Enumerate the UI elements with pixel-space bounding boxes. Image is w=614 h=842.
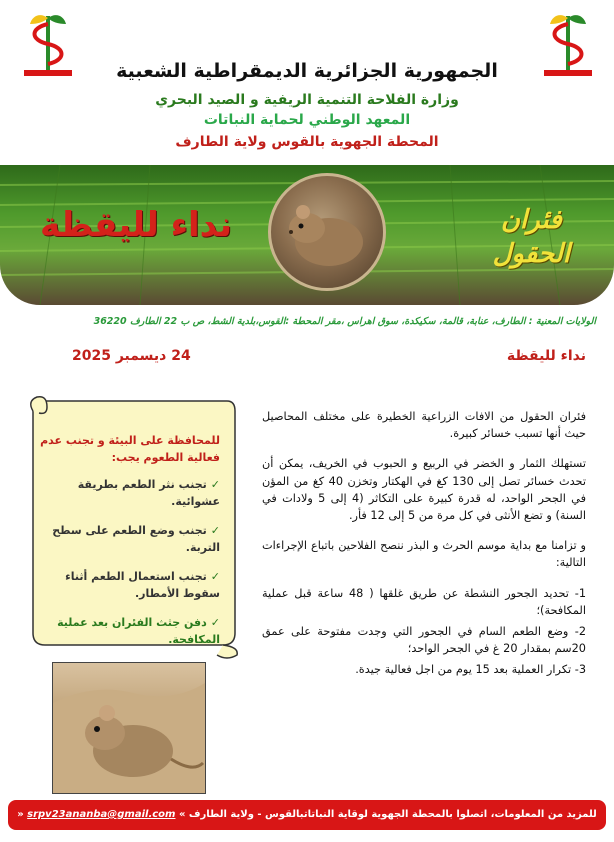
check-icon: ✓ [210, 478, 220, 491]
scroll-item: ✓تجنب نثر الطعم بطريقة عشوائية. [77, 478, 220, 508]
paragraph-advice: و تزامنا مع بداية موسم الحرث و البذر ننصح الفلاحين باتباع الإجراءات التالية: [262, 539, 586, 570]
bulletin-alert-label: نداء لليقظة [506, 348, 586, 364]
step-2: 2- وضع الطعم السام في الجحور التي وجدت مفتوحة على عمق 20سم بمقدار 20 غ في الجحر الواحد؛ [262, 625, 586, 656]
banner-topic-line1: فئران [500, 205, 562, 235]
check-icon: ✓ [210, 616, 220, 629]
step-3: 3- تكرار العملية بعد 15 يوم من اجل فعالية جيدة. [355, 663, 586, 677]
field-mouse-image [268, 173, 386, 291]
paragraph-intro: فئران الحقول من الافات الزراعية الخطيرة على مختلف المحاصيل حيث أنها تسبب خسائر كبيرة. [262, 410, 586, 441]
footer-close-quote: « [17, 809, 24, 820]
footer-email-link[interactable]: srpv23ananba@gmail.com [27, 809, 176, 820]
footer-text: للمزيد من المعلومات، اتصلوا بالمحطة الجهوية لوقاية النباتاتبالقوس - ولاية الطارف » [178, 809, 597, 820]
body-text [262, 408, 586, 692]
bulletin-date: 24 ديسمبر 2025 [72, 348, 191, 364]
station-title: المحطة الجهوية بالقوس ولاية الطارف [175, 134, 439, 150]
step-1: 1- تحديد الجحور النشطة عن طريق غلقها ( 48 ساعة قبل عملية المكافحة)؛ [262, 586, 586, 617]
scroll-item: ✓تجنب وضع الطعم على سطح التربة. [52, 524, 220, 554]
ministry-title: وزارة الفلاحة التنمية الريفية و الصيد البحري [155, 92, 459, 108]
banner [0, 165, 614, 305]
scroll-title: للمحافظة على البيئة و تجنب عدم فعالية الطعوم يجب: [40, 434, 220, 464]
field-mouse-photo [52, 662, 206, 794]
paragraph-damage: تستهلك الثمار و الخضر في الربيع و الحبوب في الخريف، يمكن أن تحدث خسائر تصل إلى 130 كغ في الهكتار وتخزن 40 كغ من المؤن في الجحر الواحد، له قدرة كبيرة على التكاثر (4 إلى 5 ولادات في السنة) و تضع الأنثى في كل مرة من 5 إلى 12 فأر. [262, 457, 586, 523]
concerned-states-line: الولايات المعنية : الطارف، عنابة، قالمة، سكيكدة، سوق اهراس ،مقر المحطة :القوس،بلدية الشط، ص ب 22 الطارف 36220 [93, 316, 596, 327]
banner-topic-line2: الحقول [492, 239, 570, 269]
scroll-content [30, 432, 220, 660]
mouse-icon [271, 176, 383, 288]
banner-alert-title: نداء لليقظة [40, 205, 233, 245]
check-icon: ✓ [210, 524, 220, 537]
caduceus-plant-logo-left [20, 10, 76, 80]
banner-topic-title [493, 203, 570, 271]
scroll-item: ✓دفن جثث الفئران بعد عملية المكافحة. [57, 616, 220, 646]
check-icon: ✓ [210, 570, 220, 583]
footer-contact-bar [8, 800, 606, 830]
scroll-item: ✓تجنب استعمال الطعم أثناء سقوط الأمطار. [65, 570, 220, 600]
caduceus-plant-logo-right [540, 10, 596, 80]
republic-title: الجمهورية الجزائرية الديمقراطية الشعبية [116, 60, 498, 82]
mouse-photo-icon [53, 663, 205, 793]
institute-title: المعهد الوطني لحماية النباتات [203, 112, 411, 128]
